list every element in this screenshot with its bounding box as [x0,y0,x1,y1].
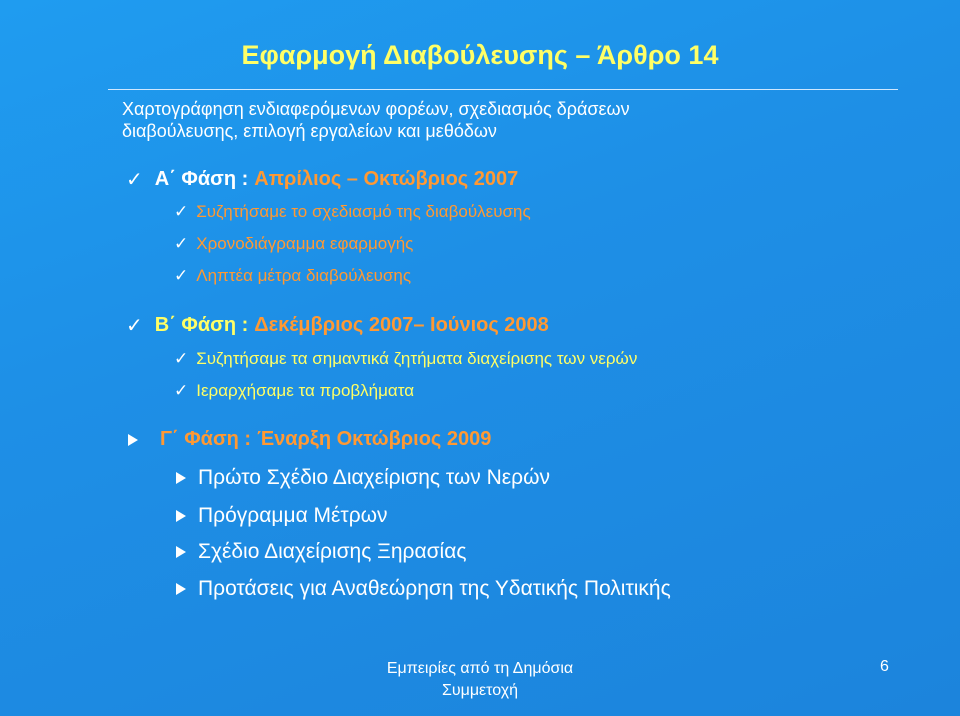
list-item [174,202,531,222]
phase-b-item-1: Συζητήσαμε τα σημαντικά ζητήματα διαχείρισης των νερών [196,349,638,368]
arrow-bullet-icon [176,510,186,522]
intro-text [122,98,882,142]
check-icon: ✓ [174,234,189,253]
list-item [176,466,550,490]
phase-c-item-4: Προτάσεις για Αναθεώρηση της Υδατικής Πολιτικής [198,577,671,600]
phase-b-label: Β΄ Φάση : [154,314,249,336]
list-item [176,540,466,564]
check-icon: ✓ [174,381,189,400]
phase-c-label: Γ΄ Φάση : [160,428,252,450]
check-icon: ✓ [174,349,189,368]
phase-a-heading [126,167,518,192]
intro-line-2: διαβούλευσης, επιλογή εργαλείων και μεθόδων [122,121,497,141]
check-icon: ✓ [126,315,143,337]
footer-line-1: Εμπειρίες από τη Δημόσια [386,660,574,677]
phase-a-item-3: Ληπτέα μέτρα διαβούλευσης [196,266,412,285]
phase-b-heading [126,313,549,338]
footer-line-2: Συμμετοχή [441,682,519,699]
title-divider [108,89,898,90]
phase-a-item-1: Συζητήσαμε το σχεδιασμό της διαβούλευσης [196,202,531,221]
phase-b-dates: Δεκέμβριος 2007– Ιούνιος 2008 [254,314,549,336]
slide-title: Εφαρμογή Διαβούλευσης – Άρθρο 14 [241,40,719,70]
phase-c-dates: Έναρξη Οκτώβριος 2009 [257,428,492,450]
phase-c-item-1: Πρώτο Σχέδιο Διαχείρισης των Νερών [198,466,550,489]
arrow-bullet-icon [176,583,186,595]
footer-text [360,658,600,702]
phase-b-item-2: Ιεραρχήσαμε τα προβλήματα [196,381,415,400]
arrow-bullet-icon [128,434,138,446]
check-icon: ✓ [174,202,189,221]
check-icon: ✓ [126,169,143,191]
arrow-bullet-icon [176,546,186,558]
phase-a-item-2: Χρονοδιάγραμμα εφαρμογής [196,234,414,253]
list-item [174,234,413,254]
phase-a-dates: Απρίλιος – Οκτώβριος 2007 [254,168,519,190]
page-number: 6 [880,658,889,675]
intro-line-1: Χαρτογράφηση ενδιαφερόμενων φορέων, σχεδιασμός δράσεων [122,99,630,119]
phase-a-label: Α΄ Φάση : [154,168,249,190]
list-item [174,381,414,401]
list-item [176,504,388,528]
arrow-bullet-icon [176,472,186,484]
list-item [174,349,637,369]
list-item [174,266,411,286]
phase-c-item-3: Σχέδιο Διαχείρισης Ξηρασίας [198,540,467,563]
phase-c-heading [128,428,491,451]
list-item [176,577,671,601]
phase-c-item-2: Πρόγραμμα Μέτρων [198,504,388,527]
check-icon: ✓ [174,266,189,285]
